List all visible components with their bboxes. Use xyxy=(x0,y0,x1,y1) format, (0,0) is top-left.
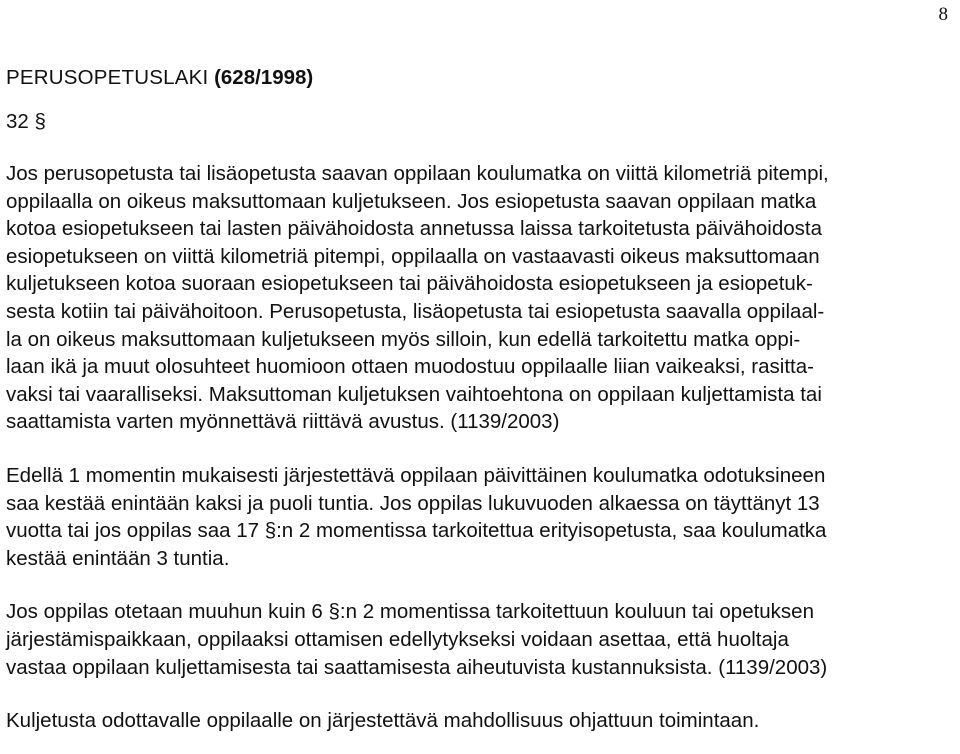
paragraph-line: kotoa esiopetukseen tai lasten päivähoidosta annetussa laissa tarkoitetusta päivähoidosta xyxy=(6,217,822,241)
paragraph-line: Edellä 1 momentin mukaisesti järjestettävä oppilaan päivittäinen koulumatka odotuksineen xyxy=(6,463,826,487)
page-number: 8 xyxy=(938,4,948,25)
paragraph-line: kestää enintään 3 tuntia. xyxy=(6,546,230,570)
paragraph-1 xyxy=(6,160,956,436)
paragraph-line: sesta kotiin tai päivähoitoon. Perusopetusta, lisäopetusta tai esiopetusta saavalla oppilaal- xyxy=(6,299,825,323)
paragraph-line: Jos perusopetusta tai lisäopetusta saavan oppilaan koulumatka on viittä kilometriä pitempi, xyxy=(6,162,829,185)
law-title-reference: (628/1998) xyxy=(214,66,314,89)
paragraph-line: vaksi tai vaaralliseksi. Maksuttoman kuljetuksen vaihtoehtona on oppilaan kuljettamista tai xyxy=(6,382,822,406)
paragraph-3 xyxy=(6,598,956,681)
law-title-name: PERUSOPETUSLAKI xyxy=(6,66,209,89)
paragraph-line: kuljetukseen kotoa suoraan esiopetukseen tai päivähoidosta esiopetukseen ja esiopetuk- xyxy=(6,272,813,296)
paragraph-line: oppilaalla on oikeus maksuttomaan kuljetukseen. Jos esiopetusta saavan oppilaan matka xyxy=(6,189,817,213)
paragraph-line: saattamista varten myönnettävä riittävä avustus. (1139/2003) xyxy=(6,410,560,434)
paragraph-line: vastaa oppilaan kuljettamisesta tai saattamisesta aiheutuvista kustannuksista. (1139/2003) xyxy=(6,655,828,679)
paragraph-line: la on oikeus maksuttomaan kuljetukseen myös silloin, kun edellä tarkoitettu matka oppi- xyxy=(6,327,801,351)
paragraph-line: laan ikä ja muut olosuhteet huomioon ottaen muodostuu oppilaalle liian vaikeaksi, rasitta- xyxy=(6,355,814,379)
paragraph-line: Kuljetusta odottavalle oppilaalle on järjestettävä mahdollisuus ohjattuun toimintaan. xyxy=(6,709,760,733)
section-label: 32 § xyxy=(6,110,46,133)
paragraph-line: esiopetukseen on viittä kilometriä pitempi, oppilaalla on vastaavasti oikeus maksuttomaan xyxy=(6,244,820,268)
paragraph-line: järjestämispaikkaan, oppilaaksi ottamisen edellytykseksi voidaan asettaa, että huoltaja xyxy=(6,627,789,651)
document-body xyxy=(6,64,956,735)
law-title xyxy=(6,64,956,92)
paragraph-line: saa kestää enintään kaksi ja puoli tuntia. Jos oppilas lukuvuoden alkaessa on täyttänyt 13 xyxy=(6,491,820,515)
paragraph-line: vuotta tai jos oppilas saa 17 §:n 2 momentissa tarkoitettua erityisopetusta, saa koulumatka xyxy=(6,519,827,543)
paragraph-line: Jos oppilas otetaan muuhun kuin 6 §:n 2 momentissa tarkoitettuun kouluun tai opetuksen xyxy=(6,600,814,624)
paragraph-4 xyxy=(6,707,956,735)
paragraph-2 xyxy=(6,462,956,572)
